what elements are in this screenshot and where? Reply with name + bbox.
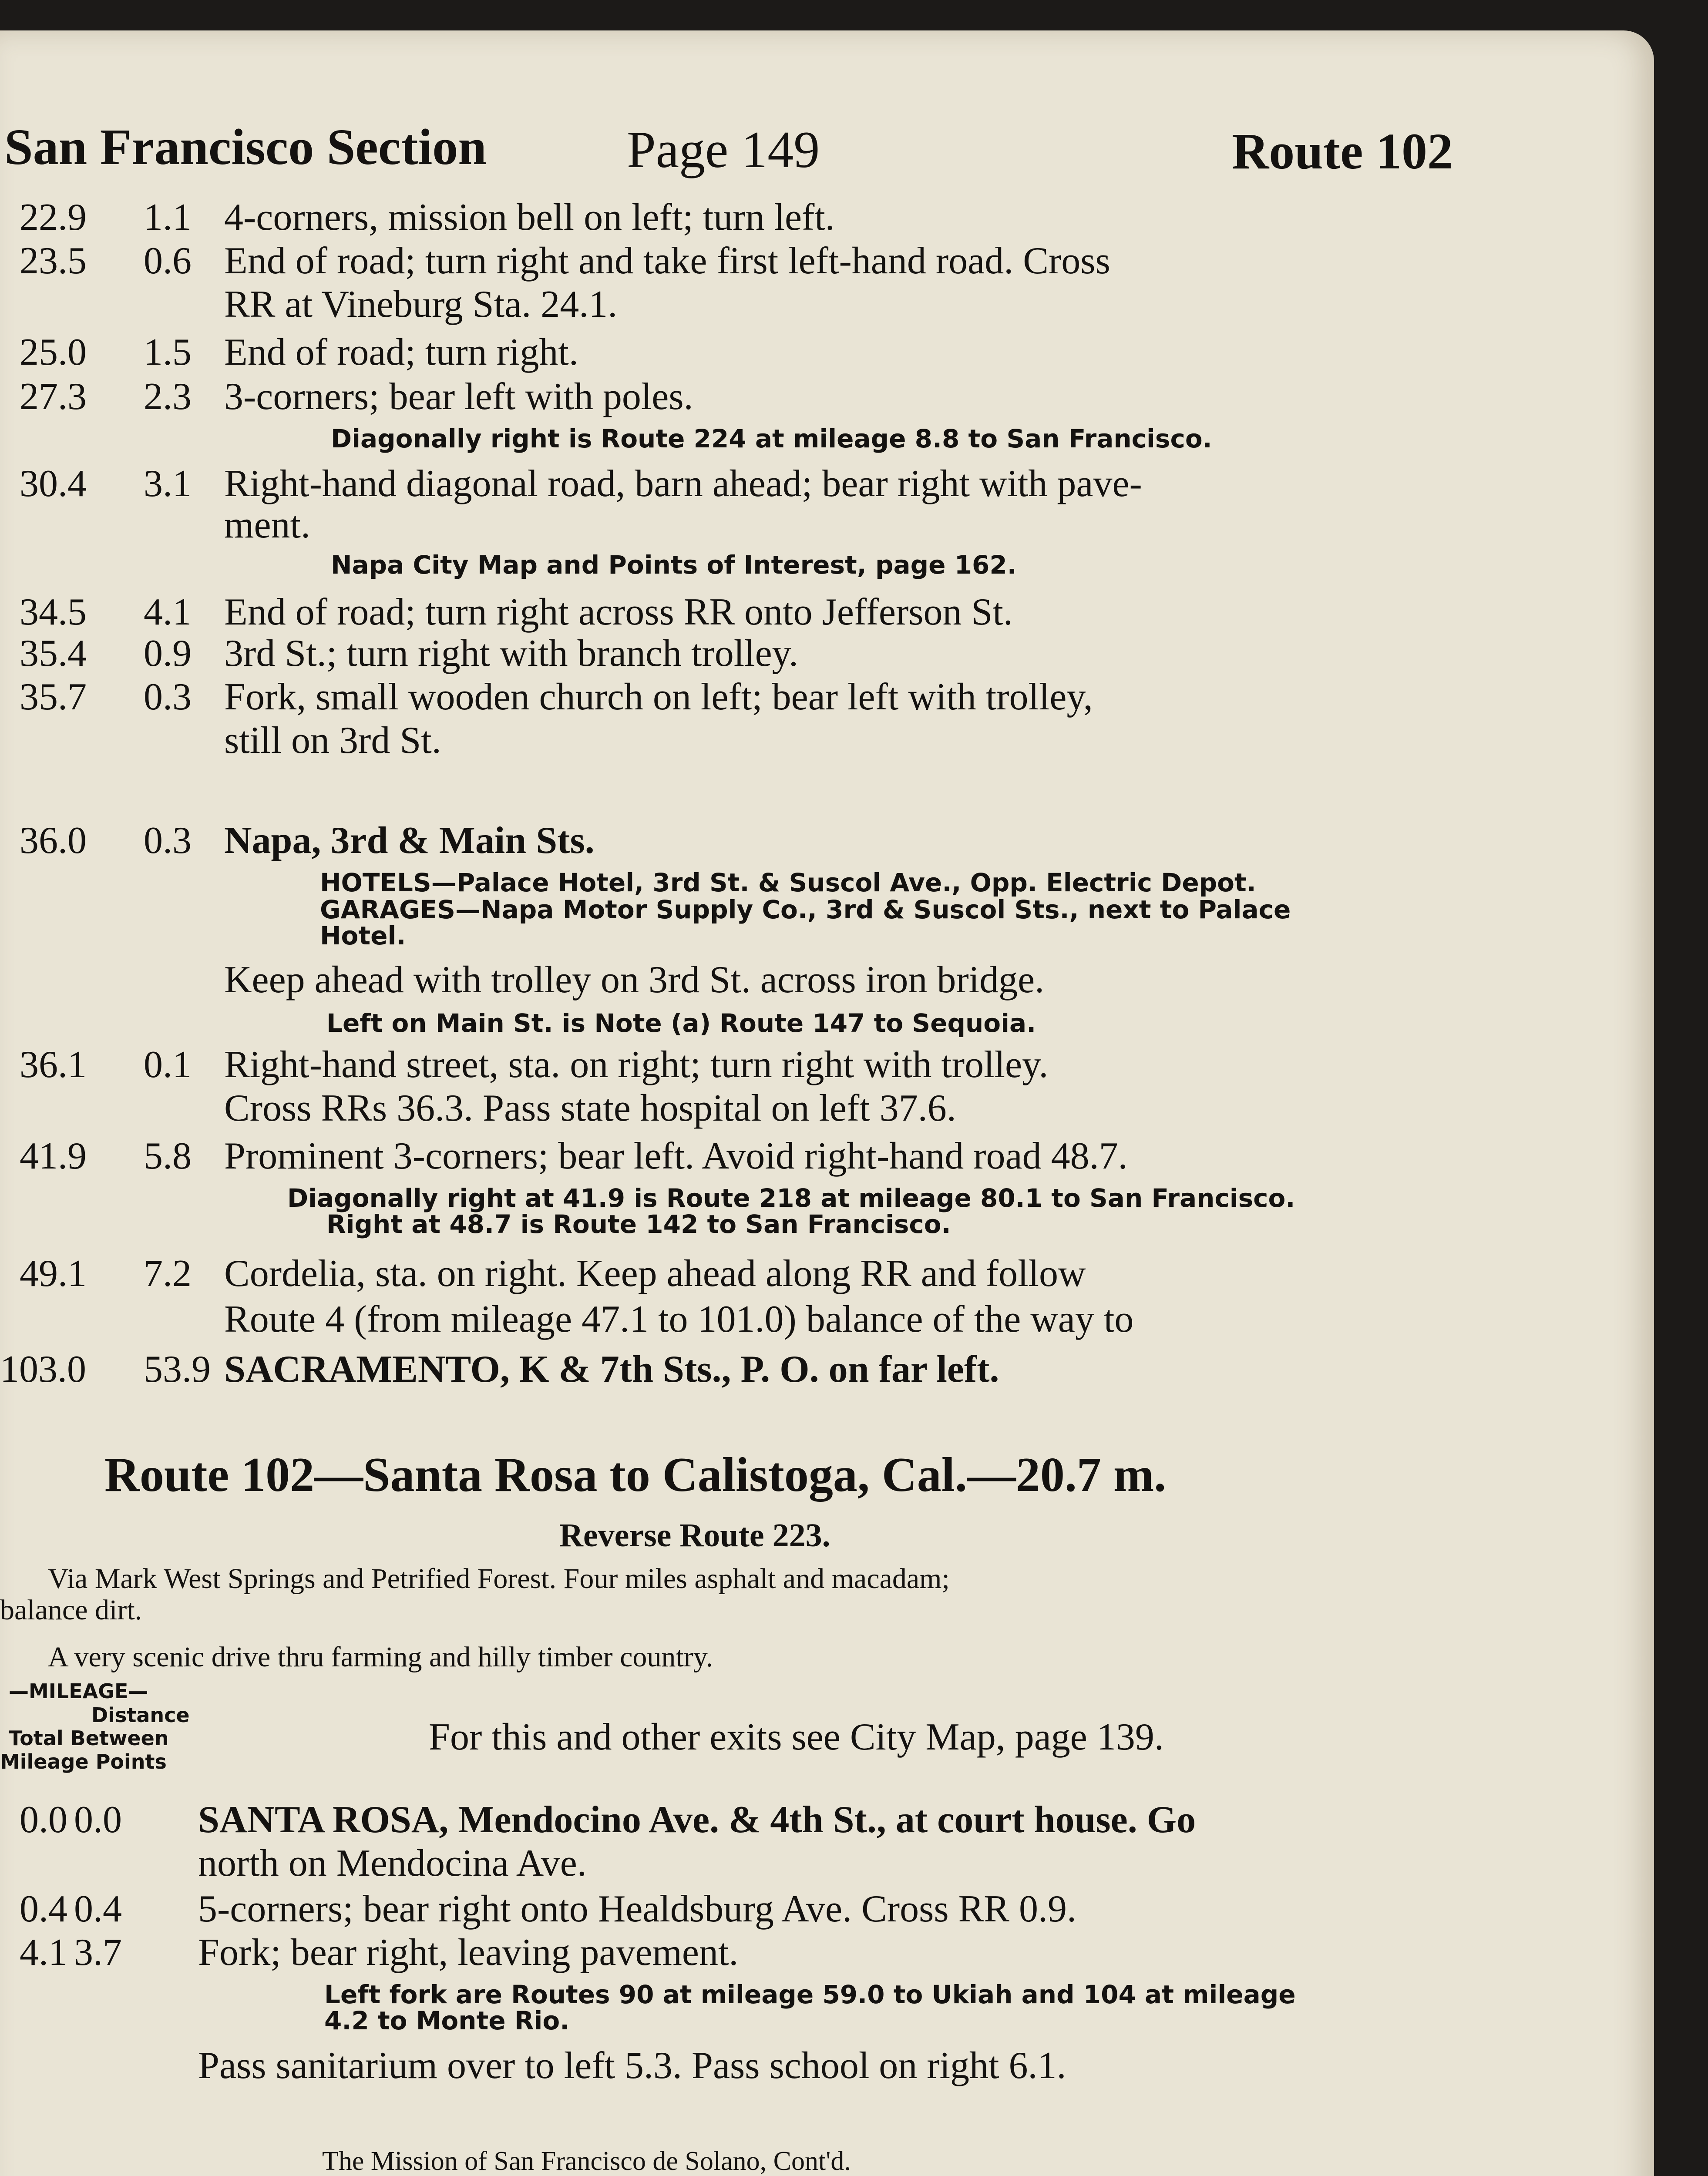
- mileage-total: 23.5: [20, 240, 87, 282]
- route-direction: 4-corners, mission bell on left; turn left.: [224, 196, 835, 238]
- route-note: Right at 48.7 is Route 142 to San Francisco.: [326, 1209, 951, 1239]
- mileage-between: 0.6: [144, 240, 192, 282]
- mileage-header: Distance: [91, 1703, 190, 1727]
- route-note: Napa City Map and Points of Interest, page 162.: [331, 550, 1017, 580]
- mileage-header: Mileage Points: [0, 1750, 167, 1773]
- route-direction: Fork; bear right, leaving pavement.: [198, 1931, 739, 1974]
- mileage-total: 34.5: [20, 591, 87, 633]
- mileage-total: 0.4: [20, 1888, 67, 1930]
- mileage-total: 103.0: [0, 1348, 86, 1390]
- mileage-between: 7.2: [144, 1253, 192, 1295]
- route-note: Diagonally right at 41.9 is Route 218 at mileage 80.1 to San Francisco.: [287, 1183, 1295, 1213]
- route-direction-cont: Cross RRs 36.3. Pass state hospital on left 37.6.: [224, 1087, 956, 1129]
- mileage-between: 0.4: [74, 1888, 122, 1930]
- route-title: Route 102—Santa Rosa to Calistoga, Cal.—20.7 m.: [104, 1448, 1167, 1502]
- mileage-between: 0.0: [74, 1799, 122, 1841]
- garages-note-cont: Hotel.: [320, 921, 406, 950]
- route-direction: 3-corners; bear left with poles.: [224, 376, 693, 418]
- mileage-header: Total Between: [9, 1726, 169, 1750]
- mileage-total: 36.1: [20, 1044, 87, 1086]
- route-note: Left fork are Routes 90 at mileage 59.0 to Ukiah and 104 at mileage: [324, 1980, 1296, 2009]
- article-title: The Mission of San Francisco de Solano, Cont'd.: [322, 2146, 851, 2176]
- mileage-total: 41.9: [20, 1135, 87, 1177]
- mileage-between: 53.9: [144, 1348, 211, 1390]
- route-direction: End of road; turn right.: [224, 331, 578, 373]
- mileage-between: 1.1: [144, 196, 192, 238]
- mileage-between: 5.8: [144, 1135, 192, 1177]
- route-direction: 5-corners; bear right onto Healdsburg Ave. Cross RR 0.9.: [198, 1888, 1076, 1930]
- mileage-total: 27.3: [20, 376, 87, 418]
- route-direction: Prominent 3-corners; bear left. Avoid right-hand road 48.7.: [224, 1135, 1128, 1177]
- route-direction-cont: north on Mendocina Ave.: [198, 1842, 587, 1884]
- mileage-header: —MILEAGE—: [9, 1679, 148, 1703]
- route-number: Route 102: [1232, 123, 1453, 180]
- mileage-total: 22.9: [20, 196, 87, 238]
- route-direction: End of road; turn right across RR onto Jefferson St.: [224, 591, 1013, 633]
- mileage-between: 0.3: [144, 819, 192, 862]
- page-number: Page 149: [627, 121, 820, 178]
- mileage-total: 25.0: [20, 331, 87, 373]
- scenic-note: A very scenic drive thru farming and hilly timber country.: [48, 1641, 713, 1673]
- hotels-note: HOTELS—Palace Hotel, 3rd St. & Suscol Ave., Opp. Electric Depot.: [320, 868, 1256, 897]
- mileage-between: 3.1: [144, 463, 192, 505]
- route-direction: Right-hand diagonal road, barn ahead; bear right with pave-: [224, 463, 1142, 505]
- via-line-cont: balance dirt.: [0, 1594, 142, 1626]
- route-direction: Cordelia, sta. on right. Keep ahead along RR and follow: [224, 1253, 1086, 1295]
- mileage-total: 36.0: [20, 819, 87, 862]
- route-direction: Pass sanitarium over to left 5.3. Pass school on right 6.1.: [198, 2045, 1066, 2087]
- section-title: San Francisco Section: [4, 118, 487, 175]
- town-name: Napa, 3rd & Main Sts.: [224, 819, 595, 862]
- mileage-between: 0.9: [144, 632, 192, 675]
- route-note: Left on Main St. is Note (a) Route 147 to Sequoia.: [326, 1008, 1036, 1038]
- city-map-ref: For this and other exits see City Map, page 139.: [429, 1716, 1164, 1758]
- reverse-route: Reverse Route 223.: [559, 1517, 830, 1554]
- mileage-between: 2.3: [144, 376, 192, 418]
- mileage-between: 0.1: [144, 1044, 192, 1086]
- route-direction-cont: Route 4 (from mileage 47.1 to 101.0) balance of the way to: [224, 1298, 1134, 1340]
- mileage-total: 4.1: [20, 1931, 67, 1974]
- mileage-between: 4.1: [144, 591, 192, 633]
- town-name: SANTA ROSA, Mendocino Ave. & 4th St., at court house. Go: [198, 1799, 1196, 1841]
- mileage-between: 0.3: [144, 676, 192, 718]
- route-note: 4.2 to Monte Rio.: [324, 2006, 570, 2035]
- via-line: Via Mark West Springs and Petrified Forest. Four miles asphalt and macadam;: [48, 1563, 950, 1595]
- route-direction-cont: ment.: [224, 504, 310, 546]
- mileage-total: 35.7: [20, 676, 87, 718]
- mileage-between: 3.7: [74, 1931, 122, 1974]
- mileage-total: 49.1: [20, 1253, 87, 1295]
- mileage-between: 1.5: [144, 331, 192, 373]
- mileage-total: 30.4: [20, 463, 87, 505]
- route-direction-cont: RR at Vineburg Sta. 24.1.: [224, 283, 618, 326]
- garages-note: GARAGES—Napa Motor Supply Co., 3rd & Suscol Sts., next to Palace: [320, 895, 1291, 924]
- route-direction: 3rd St.; turn right with branch trolley.: [224, 632, 798, 675]
- mileage-total: 0.0: [20, 1799, 67, 1841]
- route-direction: Right-hand street, sta. on right; turn right with trolley.: [224, 1044, 1049, 1086]
- route-direction: Keep ahead with trolley on 3rd St. across iron bridge.: [224, 959, 1045, 1001]
- route-direction: End of road; turn right and take first left-hand road. Cross: [224, 240, 1110, 282]
- book-page: [0, 30, 1654, 2176]
- mileage-total: 35.4: [20, 632, 87, 675]
- route-direction-cont: still on 3rd St.: [224, 719, 441, 762]
- destination: SACRAMENTO, K & 7th Sts., P. O. on far left.: [224, 1348, 999, 1390]
- route-direction: Fork, small wooden church on left; bear left with trolley,: [224, 676, 1093, 718]
- route-note: Diagonally right is Route 224 at mileage 8.8 to San Francisco.: [331, 424, 1212, 453]
